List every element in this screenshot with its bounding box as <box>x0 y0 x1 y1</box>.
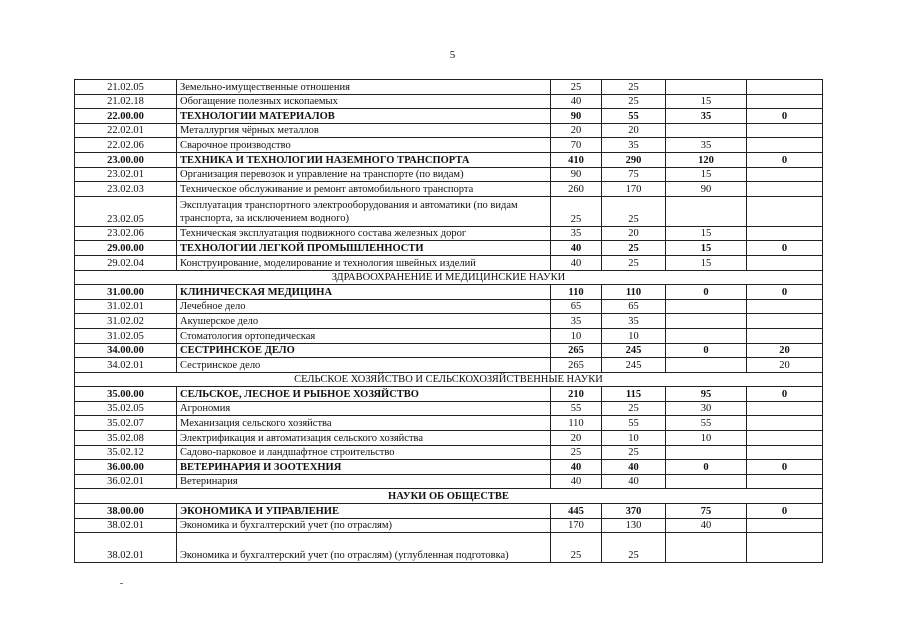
value-cell-3 <box>666 123 747 138</box>
specialty-name-cell: Садово-парковое и ландшафтное строительство <box>177 445 551 460</box>
value-cell-4: 20 <box>747 358 823 373</box>
value-cell-4: 0 <box>747 387 823 402</box>
value-cell-3: 35 <box>666 109 747 124</box>
table-row <box>75 182 823 197</box>
value-cell-1: 20 <box>551 123 602 138</box>
group-row <box>75 343 823 358</box>
group-row <box>75 504 823 519</box>
specialty-name-cell: КЛИНИЧЕСКАЯ МЕДИЦИНА <box>177 285 551 300</box>
value-cell-3: 95 <box>666 387 747 402</box>
value-cell-3: 0 <box>666 285 747 300</box>
value-cell-3: 35 <box>666 138 747 153</box>
specialty-name-cell: Ветеринария <box>177 474 551 489</box>
section-header-row <box>75 489 823 504</box>
table-row <box>75 138 823 153</box>
value-cell-2: 170 <box>602 182 666 197</box>
value-cell-4 <box>747 94 823 109</box>
value-cell-2: 25 <box>602 94 666 109</box>
specialty-name-cell: СЕСТРИНСКОЕ ДЕЛО <box>177 343 551 358</box>
value-cell-3: 0 <box>666 343 747 358</box>
value-cell-3 <box>666 299 747 314</box>
specialty-code-cell: 35.02.07 <box>75 416 177 431</box>
specialty-code-cell: 35.02.05 <box>75 401 177 416</box>
specialty-name-cell: Экономика и бухгалтерский учет (по отраслям) <box>177 518 551 533</box>
group-row <box>75 152 823 167</box>
value-cell-4: 0 <box>747 285 823 300</box>
value-cell-2: 245 <box>602 358 666 373</box>
value-cell-2: 35 <box>602 138 666 153</box>
value-cell-2: 25 <box>602 196 666 226</box>
section-header-row <box>75 372 823 387</box>
page-number: 5 <box>449 49 456 61</box>
value-cell-2: 25 <box>602 80 666 95</box>
group-row <box>75 109 823 124</box>
specialty-name-cell: ТЕХНОЛОГИИ ЛЕГКОЙ ПРОМЫШЛЕННОСТИ <box>177 241 551 256</box>
table-row <box>75 167 823 182</box>
scan-mark <box>120 583 123 584</box>
group-row <box>75 460 823 475</box>
value-cell-4: 0 <box>747 460 823 475</box>
value-cell-2: 65 <box>602 299 666 314</box>
value-cell-2: 25 <box>602 241 666 256</box>
specialty-code-cell: 22.00.00 <box>75 109 177 124</box>
value-cell-3 <box>666 196 747 226</box>
value-cell-1: 40 <box>551 255 602 270</box>
value-cell-4 <box>747 138 823 153</box>
value-cell-1: 40 <box>551 241 602 256</box>
table-row <box>75 533 823 563</box>
value-cell-4: 0 <box>747 152 823 167</box>
section-title: ЗДРАВООХРАНЕНИЕ И МЕДИЦИНСКИЕ НАУКИ <box>75 270 823 285</box>
value-cell-1: 25 <box>551 80 602 95</box>
specialty-name-cell: Сестринское дело <box>177 358 551 373</box>
specialty-name-cell: Организация перевозок и управление на транспорте (по видам) <box>177 167 551 182</box>
value-cell-2: 245 <box>602 343 666 358</box>
specialty-code-cell: 35.02.08 <box>75 431 177 446</box>
value-cell-4 <box>747 314 823 329</box>
value-cell-1: 110 <box>551 416 602 431</box>
specialty-code-cell: 34.00.00 <box>75 343 177 358</box>
value-cell-3: 75 <box>666 504 747 519</box>
specialty-name-cell: Агрономия <box>177 401 551 416</box>
value-cell-3 <box>666 474 747 489</box>
value-cell-1: 210 <box>551 387 602 402</box>
specialty-name-cell: Конструирование, моделирование и технология швейных изделий <box>177 255 551 270</box>
value-cell-2: 10 <box>602 431 666 446</box>
value-cell-2: 40 <box>602 460 666 475</box>
specialty-code-cell: 31.02.02 <box>75 314 177 329</box>
value-cell-4: 0 <box>747 504 823 519</box>
value-cell-3: 90 <box>666 182 747 197</box>
specialty-code-cell: 22.02.06 <box>75 138 177 153</box>
specialty-name-cell: Техническая эксплуатация подвижного состава железных дорог <box>177 226 551 241</box>
value-cell-1: 25 <box>551 533 602 563</box>
table-row <box>75 474 823 489</box>
specialty-code-cell: 22.02.01 <box>75 123 177 138</box>
specialty-name-cell: ВЕТЕРИНАРИЯ И ЗООТЕХНИЯ <box>177 460 551 475</box>
specialty-name-cell: Сварочное производство <box>177 138 551 153</box>
specialty-name-cell: Электрификация и автоматизация сельского хозяйства <box>177 431 551 446</box>
value-cell-3 <box>666 314 747 329</box>
value-cell-1: 265 <box>551 358 602 373</box>
value-cell-1: 25 <box>551 445 602 460</box>
value-cell-1: 410 <box>551 152 602 167</box>
specialty-code-cell: 23.02.03 <box>75 182 177 197</box>
value-cell-4 <box>747 518 823 533</box>
value-cell-4 <box>747 123 823 138</box>
specialty-code-cell: 31.02.01 <box>75 299 177 314</box>
specialty-name-cell: СЕЛЬСКОЕ, ЛЕСНОЕ И РЫБНОЕ ХОЗЯЙСТВО <box>177 387 551 402</box>
value-cell-2: 25 <box>602 533 666 563</box>
value-cell-3: 10 <box>666 431 747 446</box>
value-cell-3: 15 <box>666 226 747 241</box>
value-cell-2: 370 <box>602 504 666 519</box>
value-cell-2: 55 <box>602 416 666 431</box>
value-cell-1: 40 <box>551 460 602 475</box>
specialty-code-cell: 38.02.01 <box>75 533 177 563</box>
specialty-code-cell: 23.02.01 <box>75 167 177 182</box>
table-row <box>75 123 823 138</box>
value-cell-1: 445 <box>551 504 602 519</box>
specialty-code-cell: 34.02.01 <box>75 358 177 373</box>
specialty-name-cell: ТЕХНИКА И ТЕХНОЛОГИИ НАЗЕМНОГО ТРАНСПОРТА <box>177 152 551 167</box>
table-row <box>75 518 823 533</box>
group-row <box>75 241 823 256</box>
value-cell-2: 130 <box>602 518 666 533</box>
value-cell-1: 265 <box>551 343 602 358</box>
specialty-code-cell: 35.00.00 <box>75 387 177 402</box>
value-cell-3: 15 <box>666 167 747 182</box>
specialty-name-cell: Эксплуатация транспортного электрооборудования и автоматики (по видам транспорта, за исключением водного) <box>177 196 551 226</box>
value-cell-3 <box>666 328 747 343</box>
specialty-name-cell: Обогащение полезных ископаемых <box>177 94 551 109</box>
specialties-table <box>74 79 823 563</box>
value-cell-4 <box>747 226 823 241</box>
table-row <box>75 328 823 343</box>
value-cell-1: 10 <box>551 328 602 343</box>
value-cell-1: 65 <box>551 299 602 314</box>
group-row <box>75 285 823 300</box>
specialty-name-cell: Стоматология ортопедическая <box>177 328 551 343</box>
section-title: СЕЛЬСКОЕ ХОЗЯЙСТВО И СЕЛЬСКОХОЗЯЙСТВЕННЫЕ НАУКИ <box>75 372 823 387</box>
value-cell-3: 30 <box>666 401 747 416</box>
value-cell-1: 35 <box>551 314 602 329</box>
value-cell-1: 260 <box>551 182 602 197</box>
value-cell-2: 110 <box>602 285 666 300</box>
value-cell-4 <box>747 182 823 197</box>
table-row <box>75 299 823 314</box>
value-cell-4: 0 <box>747 109 823 124</box>
value-cell-4 <box>747 167 823 182</box>
specialty-name-cell: Механизация сельского хозяйства <box>177 416 551 431</box>
specialty-name-cell: Техническое обслуживание и ремонт автомобильного транспорта <box>177 182 551 197</box>
value-cell-3: 40 <box>666 518 747 533</box>
table-row <box>75 80 823 95</box>
value-cell-4: 0 <box>747 241 823 256</box>
value-cell-1: 70 <box>551 138 602 153</box>
specialty-code-cell: 21.02.05 <box>75 80 177 95</box>
value-cell-4 <box>747 401 823 416</box>
specialty-code-cell: 38.02.01 <box>75 518 177 533</box>
value-cell-1: 40 <box>551 474 602 489</box>
table-row <box>75 431 823 446</box>
value-cell-2: 55 <box>602 109 666 124</box>
value-cell-4 <box>747 80 823 95</box>
value-cell-1: 90 <box>551 109 602 124</box>
value-cell-2: 290 <box>602 152 666 167</box>
value-cell-1: 110 <box>551 285 602 300</box>
specialty-name-cell: Экономика и бухгалтерский учет (по отраслям) (углубленная подготовка) <box>177 533 551 563</box>
value-cell-1: 35 <box>551 226 602 241</box>
value-cell-2: 40 <box>602 474 666 489</box>
value-cell-1: 55 <box>551 401 602 416</box>
specialty-code-cell: 31.02.05 <box>75 328 177 343</box>
value-cell-4 <box>747 328 823 343</box>
specialty-name-cell: Земельно-имущественные отношения <box>177 80 551 95</box>
value-cell-1: 20 <box>551 431 602 446</box>
specialty-name-cell: Металлургия чёрных металлов <box>177 123 551 138</box>
value-cell-3: 0 <box>666 460 747 475</box>
value-cell-3: 15 <box>666 94 747 109</box>
value-cell-2: 25 <box>602 255 666 270</box>
specialty-code-cell: 29.00.00 <box>75 241 177 256</box>
table-row <box>75 255 823 270</box>
value-cell-3: 15 <box>666 241 747 256</box>
specialty-code-cell: 36.02.01 <box>75 474 177 489</box>
table-row <box>75 358 823 373</box>
specialty-code-cell: 23.02.06 <box>75 226 177 241</box>
specialty-code-cell: 35.02.12 <box>75 445 177 460</box>
specialty-name-cell: ТЕХНОЛОГИИ МАТЕРИАЛОВ <box>177 109 551 124</box>
specialty-name-cell: ЭКОНОМИКА И УПРАВЛЕНИЕ <box>177 504 551 519</box>
section-title: НАУКИ ОБ ОБЩЕСТВЕ <box>75 489 823 504</box>
specialty-name-cell: Лечебное дело <box>177 299 551 314</box>
table-row <box>75 196 823 226</box>
specialty-code-cell: 23.00.00 <box>75 152 177 167</box>
table-row <box>75 445 823 460</box>
value-cell-3: 15 <box>666 255 747 270</box>
specialty-code-cell: 23.02.05 <box>75 196 177 226</box>
value-cell-3 <box>666 358 747 373</box>
specialty-code-cell: 36.00.00 <box>75 460 177 475</box>
specialty-code-cell: 38.00.00 <box>75 504 177 519</box>
table-row <box>75 226 823 241</box>
value-cell-3 <box>666 80 747 95</box>
value-cell-4 <box>747 416 823 431</box>
value-cell-1: 170 <box>551 518 602 533</box>
value-cell-2: 25 <box>602 401 666 416</box>
value-cell-3 <box>666 533 747 563</box>
specialty-code-cell: 31.00.00 <box>75 285 177 300</box>
value-cell-4: 20 <box>747 343 823 358</box>
value-cell-4 <box>747 255 823 270</box>
value-cell-3: 55 <box>666 416 747 431</box>
value-cell-2: 35 <box>602 314 666 329</box>
value-cell-1: 25 <box>551 196 602 226</box>
table-row <box>75 401 823 416</box>
value-cell-2: 75 <box>602 167 666 182</box>
value-cell-4 <box>747 431 823 446</box>
specialty-name-cell: Акушерское дело <box>177 314 551 329</box>
value-cell-1: 90 <box>551 167 602 182</box>
value-cell-2: 20 <box>602 123 666 138</box>
value-cell-4 <box>747 196 823 226</box>
value-cell-2: 25 <box>602 445 666 460</box>
specialty-code-cell: 21.02.18 <box>75 94 177 109</box>
value-cell-4 <box>747 299 823 314</box>
value-cell-3: 120 <box>666 152 747 167</box>
group-row <box>75 387 823 402</box>
value-cell-4 <box>747 533 823 563</box>
table-row <box>75 94 823 109</box>
value-cell-1: 40 <box>551 94 602 109</box>
value-cell-4 <box>747 445 823 460</box>
section-header-row <box>75 270 823 285</box>
value-cell-4 <box>747 474 823 489</box>
value-cell-3 <box>666 445 747 460</box>
value-cell-2: 10 <box>602 328 666 343</box>
table-row <box>75 314 823 329</box>
value-cell-2: 20 <box>602 226 666 241</box>
table-body <box>75 80 823 563</box>
specialty-code-cell: 29.02.04 <box>75 255 177 270</box>
table-row <box>75 416 823 431</box>
value-cell-2: 115 <box>602 387 666 402</box>
